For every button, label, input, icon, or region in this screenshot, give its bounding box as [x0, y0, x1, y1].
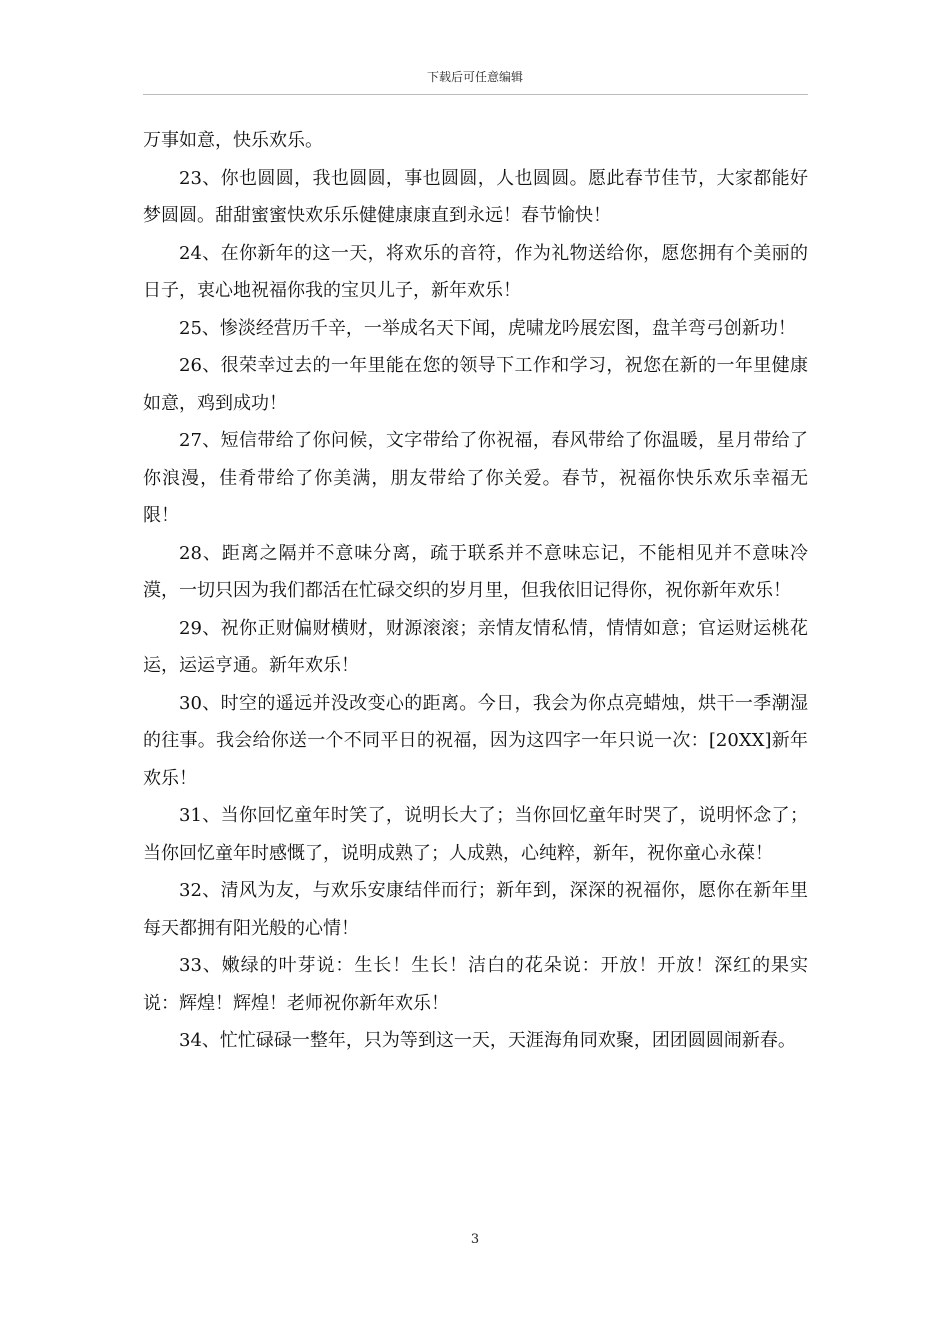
page-number: 3	[470, 1232, 480, 1247]
page-header: 下载后可任意编辑	[426, 70, 523, 84]
paragraph: 28、距离之隔并不意味分离，疏于联系并不意味忘记，不能相见并不意味冷漠，一切只因为我们都活在忙碌交织的岁月里，但我依旧记得你，祝你新年欢乐！	[143, 542, 808, 601]
paragraph: 33、嫩绿的叶芽说：生长！生长！洁白的花朵说：开放！开放！深红的果实说：辉煌！辉煌！老师祝你新年欢乐！	[143, 955, 808, 1014]
paragraph: 34、忙忙碌碌一整年，只为等到这一天，天涯海角同欢聚，团团圆圆闹新春。	[179, 1030, 796, 1051]
header-divider	[143, 94, 808, 95]
paragraph: 26、很荣幸过去的一年里能在您的领导下工作和学习，祝您在新的一年里健康如意，鸡到成功！	[143, 355, 808, 414]
paragraph: 30、时空的遥远并没改变心的距离。今日，我会为你点亮蜡烛，烘干一季潮湿的往事。我会给你送一个不同平日的祝福，因为这四字一年只说一次：[20XX]新年欢乐！	[143, 692, 808, 789]
paragraph: 29、祝你正财偏财横财，财源滚滚；亲情友情私情，情情如意；官运财运桃花运，运运亨通。新年欢乐！	[143, 617, 808, 676]
paragraph: 27、短信带给了你问候，文字带给了你祝福，春风带给了你温暖，星月带给了你浪漫，佳肴带给了你美满，朋友带给了你关爱。春节，祝福你快乐欢乐幸福无限！	[143, 430, 808, 526]
document-body	[143, 122, 808, 1060]
paragraph: 24、在你新年的这一天，将欢乐的音符，作为礼物送给你，愿您拥有个美丽的日子，衷心地祝福你我的宝贝儿子，新年欢乐！	[143, 242, 808, 301]
paragraph: 31、当你回忆童年时笑了，说明长大了；当你回忆童年时哭了，说明怀念了；当你回忆童年时感慨了，说明成熟了；人成熟，心纯粹，新年，祝你童心永葆！	[143, 805, 808, 864]
paragraph: 25、惨淡经营历千辛，一举成名天下闻，虎啸龙吟展宏图，盘羊弯弓创新功！	[179, 317, 796, 339]
paragraph: 23、你也圆圆，我也圆圆，事也圆圆，人也圆圆。愿此春节佳节，大家都能好梦圆圆。甜甜蜜蜜快欢乐乐健健康康直到永远！春节愉快！	[143, 167, 808, 226]
paragraph: 万事如意，快乐欢乐。	[143, 130, 323, 151]
paragraph: 32、清风为友，与欢乐安康结伴而行；新年到，深深的祝福你，愿你在新年里每天都拥有阳光般的心情！	[143, 880, 808, 939]
